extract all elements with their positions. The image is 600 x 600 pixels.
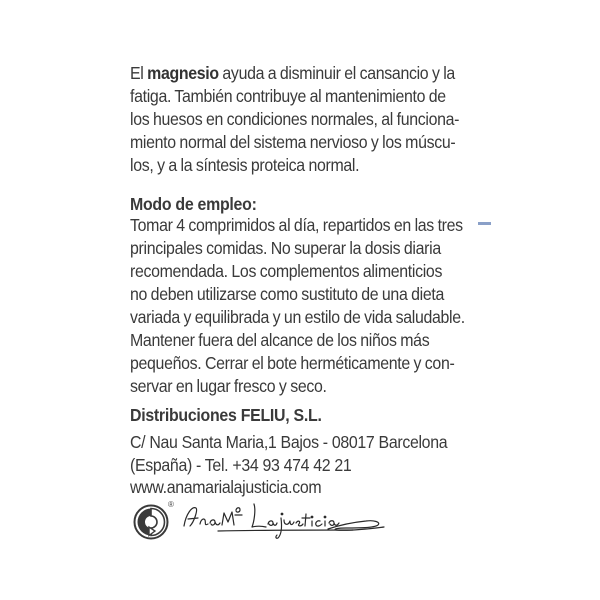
usage-line-3: recomendada. Los complementos alimenticios [130, 261, 443, 281]
signature-image [178, 496, 388, 542]
usage-heading: Modo de empleo: [130, 194, 257, 214]
registered-trademark-mark: ® [168, 500, 174, 509]
usage-line-6: Mantener fuera del alcance de los niños más [130, 330, 430, 350]
company-country-phone: (España) - Tel. +34 93 474 42 21 [130, 455, 352, 475]
intro-line-1 [130, 62, 455, 85]
intro-line-1-post: ayuda a disminuir el cansancio y la [218, 63, 455, 83]
usage-line-7: pequeños. Cerrar el bote herméticamente y con- [130, 353, 455, 373]
intro-line-2: fatiga. También contribuye al mantenimiento de [130, 86, 446, 106]
company-name: Distribuciones FELIU, S.L. [130, 405, 322, 425]
usage-line-1: Tomar 4 comprimidos al día, repartidos en las tres [130, 215, 463, 235]
margin-dash-mark [478, 222, 491, 225]
intro-line-1-pre: El [130, 63, 148, 83]
intro-line-4: miento normal del sistema nervioso y los múscu- [130, 132, 456, 152]
green-dot-recycling-icon [133, 504, 169, 540]
usage-line-2: principales comidas. No superar la dosis diaria [130, 238, 441, 258]
usage-line-8: servar en lugar fresco y seco. [130, 376, 327, 396]
intro-line-3: los huesos en condiciones normales, al funciona- [130, 109, 460, 129]
company-website: www.anamarialajusticia.com [130, 477, 322, 497]
usage-line-5: variada y equilibrada y un estilo de vida saludable. [130, 307, 465, 327]
company-address: C/ Nau Santa Maria,1 Bajos - 08017 Barcelona [130, 432, 448, 452]
intro-line-5: los, y a la síntesis proteica normal. [130, 155, 360, 175]
magnesio-keyword: magnesio [147, 63, 219, 83]
usage-line-4: no deben utilizarse como sustituto de una dieta [130, 284, 444, 304]
